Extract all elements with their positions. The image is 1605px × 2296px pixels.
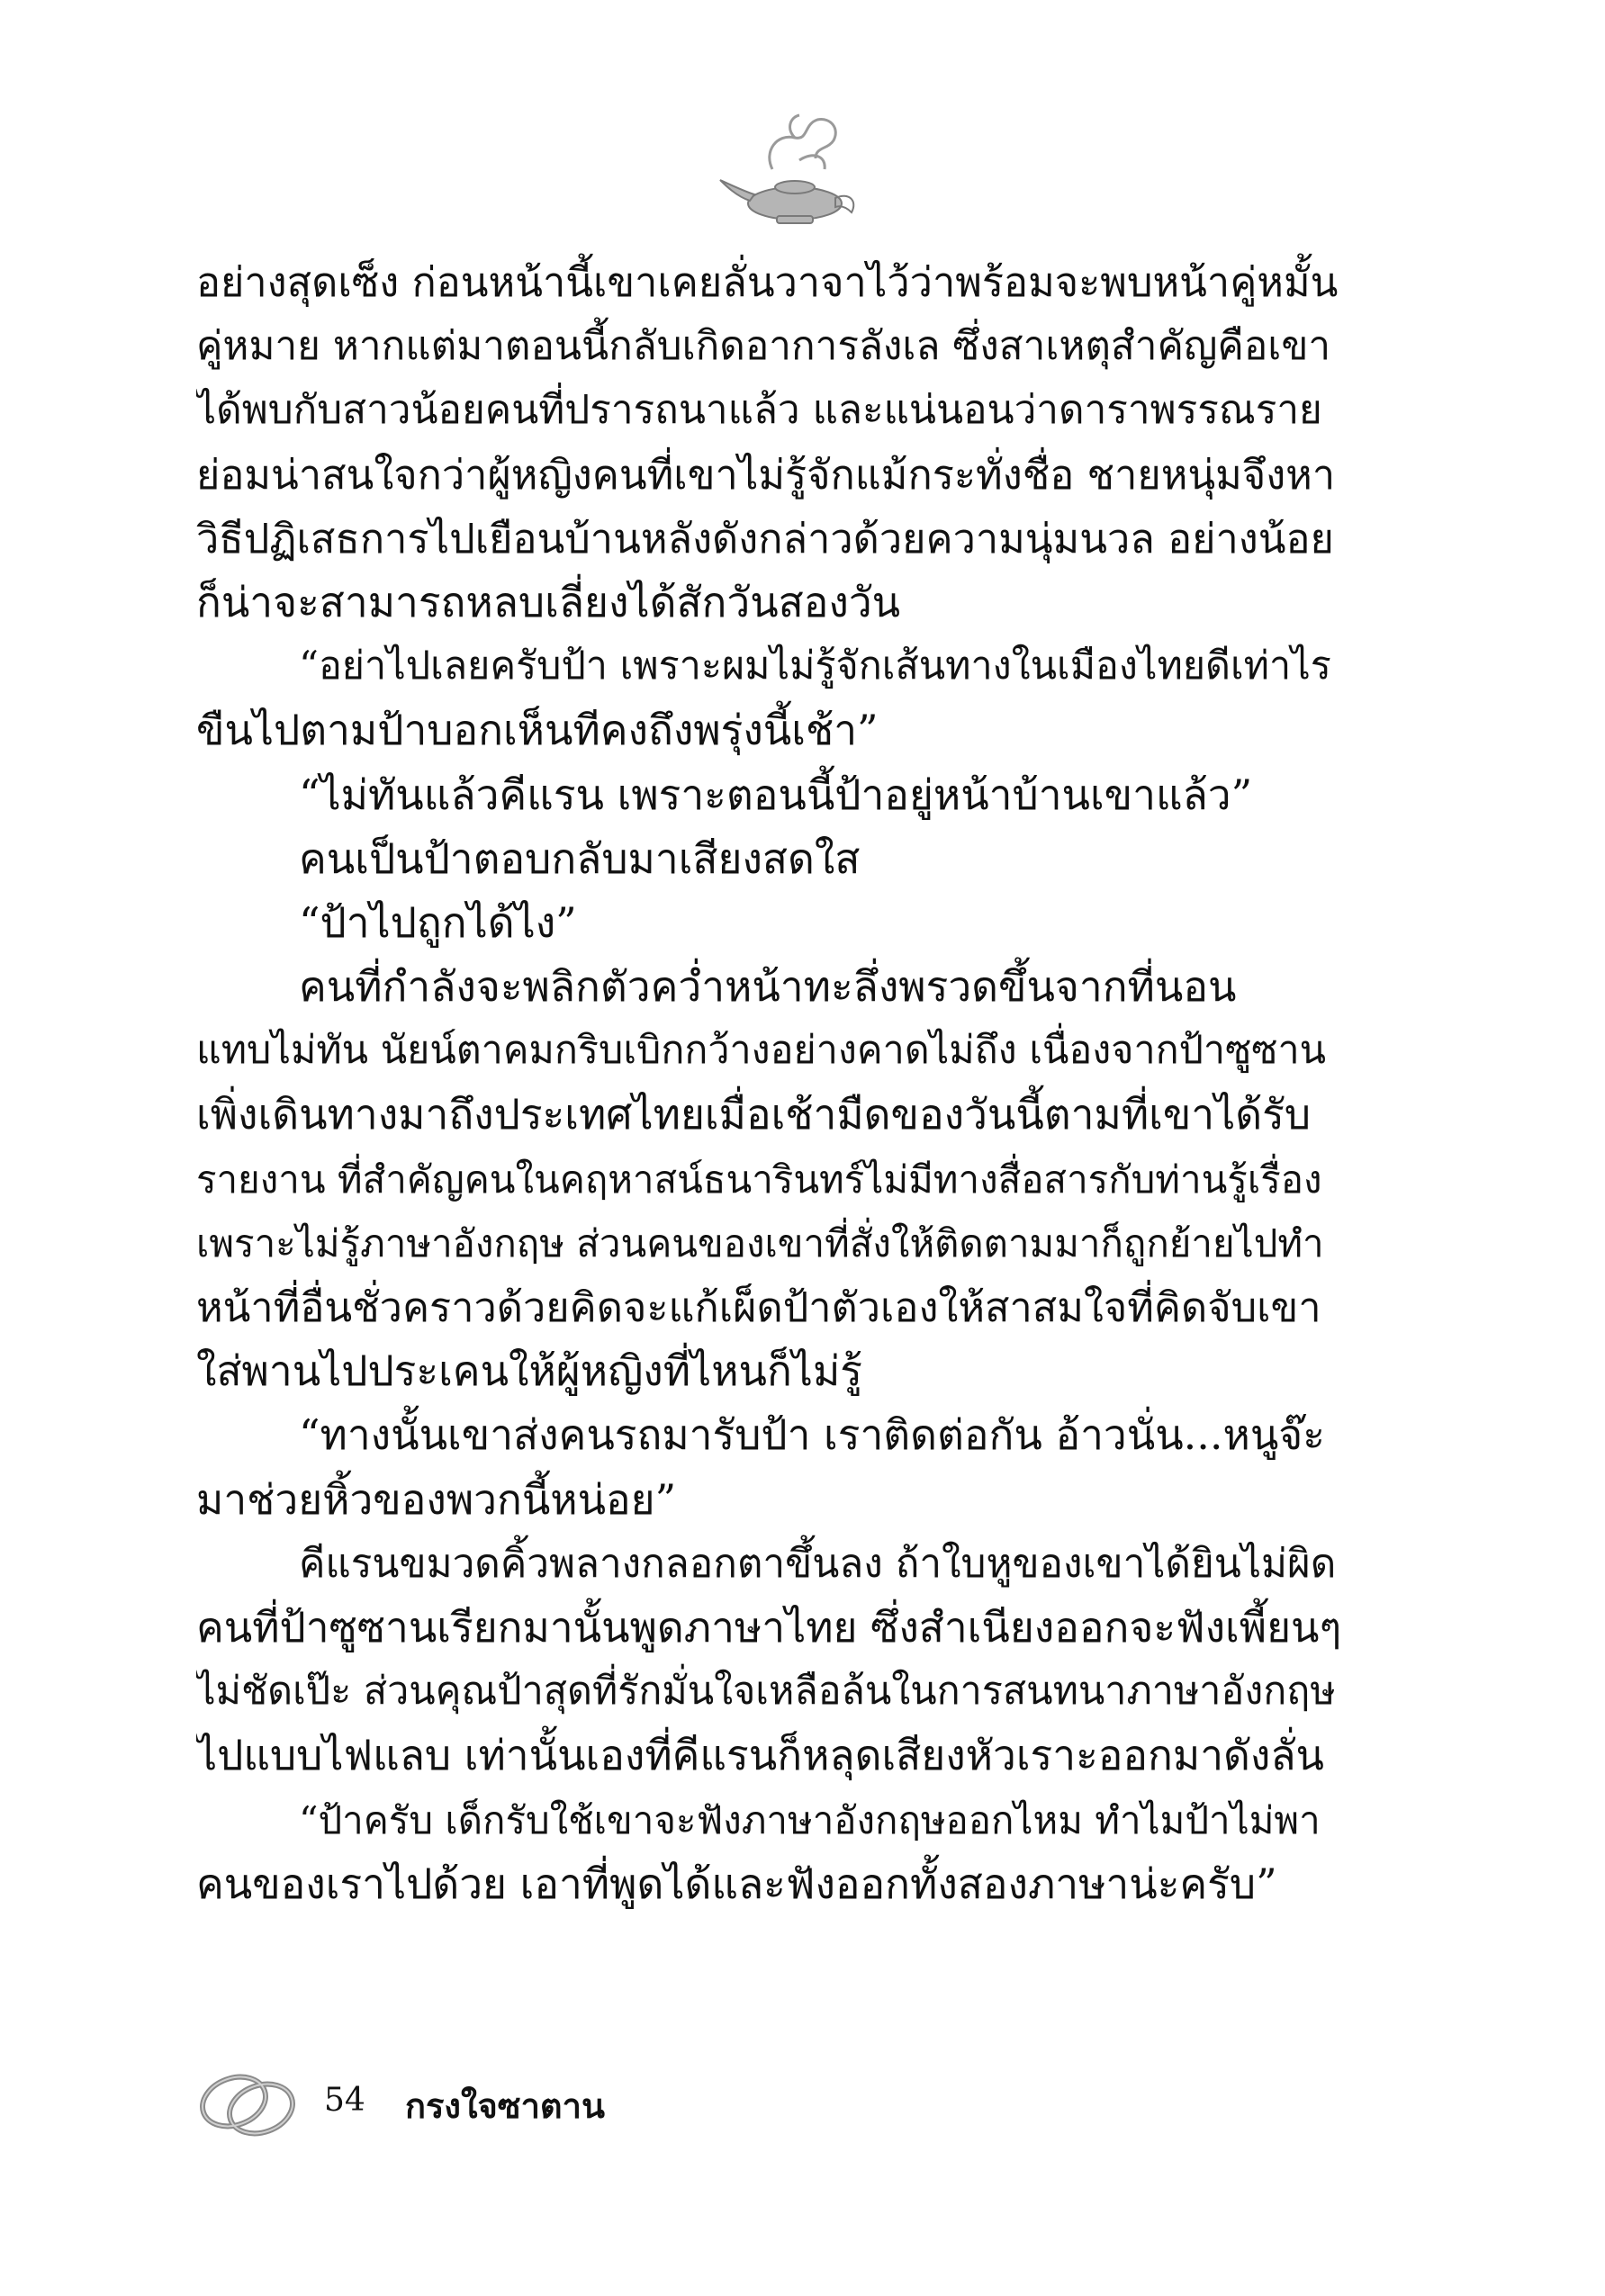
text-line: มาช่วยหิ้วของพวกนี้หน่อย” <box>196 1474 677 1524</box>
page-number: 54 <box>324 2082 365 2119</box>
text-line: คู่หมาย หากแต่มาตอนนี้กลับเกิดอาการลังเล ซึ่งสาเหตุสำคัญคือเขา <box>196 323 1331 370</box>
text-line: คนเป็นป้าตอบกลับมาเสียงสดใส <box>299 833 861 883</box>
wedding-rings-icon <box>189 2057 306 2147</box>
text-line: “ป้าไปถูกได้ไง” <box>299 897 577 947</box>
body-text <box>196 250 1341 1916</box>
text-line: เพิ่งเดินทางมาถึงประเทศไทยเมื่อเช้ามืดของวันนี้ตามที่เขาได้รับ <box>196 1090 1312 1139</box>
text-line: ย่อมน่าสนใจกว่าผู้หญิงคนที่เขาไม่รู้จักแม้กระทั่งชื่อ ชายหนุ่มจึงหา <box>196 450 1336 499</box>
text-line: “อย่าไปเลยครับป้า เพราะผมไม่รู้จักเส้นทางในเมืองไทยดีเท่าไร <box>299 644 1331 689</box>
book-title: กรงใจซาตาน <box>405 2086 605 2126</box>
text-line: เพราะไม่รู้ภาษาอังกฤษ ส่วนคนของเขาที่สั่งให้ติดตามมาก็ถูกย้ายไปทำ <box>196 1220 1324 1265</box>
text-line: คนที่กำลังจะพลิกตัวคว่ำหน้าทะลึ่งพรวดขึ้นจากที่นอน <box>299 962 1237 1012</box>
genie-lamp-icon <box>709 106 871 232</box>
text-line: “ป้าครับ เด็กรับใช้เขาจะฟังภาษาอังกฤษออกไหม ทำไมป้าไม่พา <box>299 1797 1321 1842</box>
text-line: ใส่พานไปประเคนให้ผู้หญิงที่ไหนก็ไม่รู้ <box>196 1346 862 1396</box>
text-line: วิธีปฏิเสธการไปเยือนบ้านหลังดังกล่าวด้วยความนุ่มนวล อย่างน้อย <box>196 514 1334 563</box>
text-line: ได้พบกับสาวน้อยคนที่ปรารถนาแล้ว และแน่นอนว่าดาราพรรณราย <box>196 387 1322 434</box>
text-line: คีแรนขมวดคิ้วพลางกลอกตาขึ้นลง ถ้าใบหูของเขาได้ยินไม่ผิด <box>299 1540 1337 1587</box>
text-line: ไม่ชัดเป๊ะ ส่วนคุณป้าสุดที่รักมั่นใจเหลือล้นในการสนทนาภาษาอังกฤษ <box>196 1669 1336 1715</box>
text-line: ไปแบบไฟแลบ เท่านั้นเองที่คีแรนก็หลุดเสียงหัวเราะออกมาดังลั่น <box>196 1731 1325 1780</box>
text-line: “ทางนั้นเขาส่งคนรถมารับป้า เราติดต่อกัน อ้าวนั่น...หนูจ๊ะ <box>299 1410 1325 1460</box>
text-line: คนที่ป้าซูซานเรียกมานั้นพูดภาษาไทย ซึ่งสำเนียงออกจะฟังเพี้ยนๆ <box>196 1602 1341 1652</box>
text-line: แทบไม่ทัน นัยน์ตาคมกริบเบิกกว้างอย่างคาดไม่ถึง เนื่องจากป้าซูซาน <box>196 1028 1326 1074</box>
text-line: อย่างสุดเซ็ง ก่อนหน้านี้เขาเคยลั่นวาจาไว้ว่าพร้อมจะพบหน้าคู่หมั้น <box>196 258 1339 306</box>
text-line: คนของเราไปด้วย เอาที่พูดได้และฟังออกทั้งสองภาษาน่ะครับ” <box>196 1859 1277 1908</box>
page-footer <box>189 2057 729 2147</box>
text-line: รายงาน ที่สำคัญคนในคฤหาสน์ธนารินทร์ไม่มีทางสื่อสารกับท่านรู้เรื่อง <box>196 1157 1322 1202</box>
text-line: ก็น่าจะสามารถหลบเลี่ยงได้สักวันสองวัน <box>196 577 901 626</box>
text-line: หน้าที่อื่นชั่วคราวด้วยคิดจะแก้เผ็ดป้าตัวเองให้สาสมใจที่คิดจับเขา <box>196 1283 1321 1331</box>
text-line: ขืนไปตามป้าบอกเห็นทีคงถึงพรุ่งนี้เช้า” <box>196 706 879 755</box>
text-line: “ไม่ทันแล้วคีแรน เพราะตอนนี้ป้าอยู่หน้าบ้านเขาแล้ว” <box>299 770 1253 819</box>
